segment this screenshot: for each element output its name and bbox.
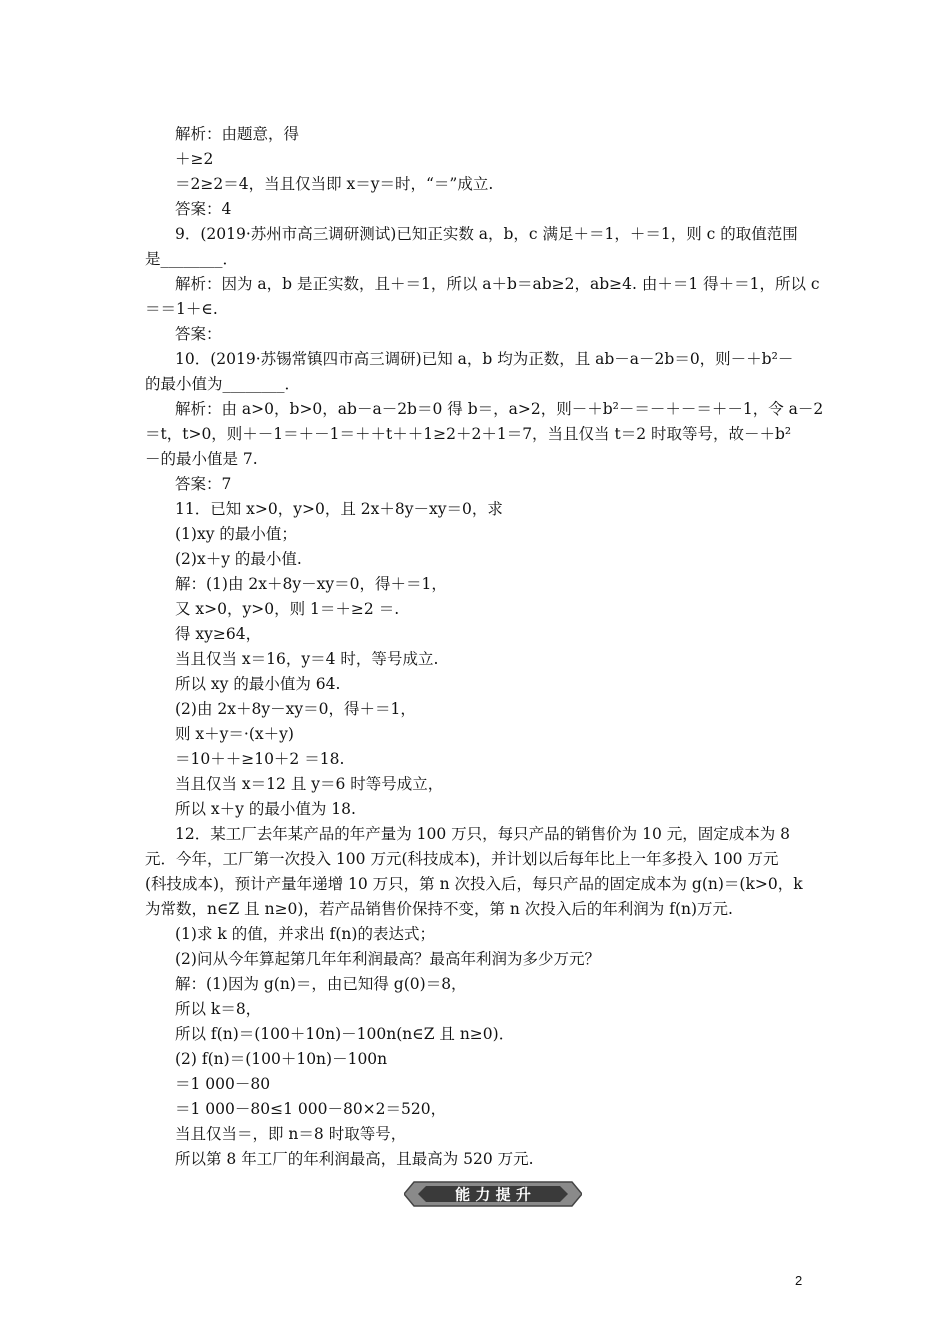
text-line: ＝10＋＋≥10＋2 ＝18.	[175, 750, 345, 768]
text-line: 11．已知 x>0，y>0，且 2x＋8y－xy＝0，求	[175, 500, 503, 518]
text-line: 9．(2019·苏州市高三调研测试)已知正实数 a，b，c 满足＋＝1，＋＝1，则 c 的取值范围	[175, 225, 798, 243]
text-line: ＝2≥2＝4，当且仅当即 x＝y＝时，“＝”成立.	[175, 175, 494, 193]
text-line: ＝1 000－80≤1 000－80×2＝520，	[175, 1100, 447, 1118]
text-line: (1)求 k 的值，并求出 f(n)的表达式；	[175, 925, 435, 943]
text-line: ＝＝1＋∈.	[145, 300, 218, 318]
text-line: 10．(2019·苏锡常镇四市高三调研)已知 a，b 均为正数，且 ab－a－2b＝0，则－＋b²－	[175, 350, 794, 368]
text-line: (2)x＋y 的最小值.	[175, 550, 302, 568]
text-line: 所以 k＝8，	[175, 1000, 262, 1018]
section-banner-label: 能 力 提 升	[455, 1185, 531, 1204]
text-line: 为常数，n∈Z 且 n≥0)，若产品销售价保持不变，第 n 次投入后的年利润为 f(n)万元.	[145, 900, 733, 918]
text-line: 所以 xy 的最小值为 64.	[175, 675, 341, 693]
text-line: 解析：因为 a，b 是正实数，且＋＝1，所以 a＋b＝ab≥2，ab≥4. 由＋＝1 得＋＝1，所以 c	[175, 275, 820, 293]
text-line: (2)由 2x＋8y－xy＝0，得＋＝1，	[175, 700, 416, 718]
text-line: 当且仅当 x＝12 且 y＝6 时等号成立，	[175, 775, 444, 793]
text-line: 的最小值为________．	[145, 375, 301, 393]
text-line: (2) f(n)＝(100＋10n)－100n	[175, 1050, 388, 1068]
text-line: (2)问从今年算起第几年年利润最高？最高年利润为多少万元？	[175, 950, 600, 968]
text-line: (1)xy 的最小值；	[175, 525, 297, 543]
text-line: 当且仅当 x＝16，y＝4 时，等号成立.	[175, 650, 439, 668]
text-line: 又 x>0，y>0，则 1＝＋≥2 ＝.	[175, 600, 400, 618]
text-line: 解析：由题意，得	[175, 125, 300, 143]
section-banner	[404, 1179, 582, 1209]
text-line: －的最小值是 7.	[145, 450, 258, 468]
text-line: ＝t，t>0，则＋－1＝＋－1＝＋＋t＋＋1≥2＋2＋1＝7，当且仅当 t＝2 时取等号，故－＋b²	[145, 425, 792, 443]
text-line: 得 xy≥64，	[175, 625, 262, 643]
text-line: 当且仅当＝，即 n＝8 时取等号，	[175, 1125, 407, 1143]
text-line: 是________．	[145, 250, 239, 268]
text-line: 所以 f(n)＝(100＋10n)－100n(n∈Z 且 n≥0)．	[175, 1025, 515, 1043]
text-line: 解：(1)因为 g(n)＝，由已知得 g(0)＝8，	[175, 975, 467, 993]
text-line: 所以第 8 年工厂的年利润最高，且最高为 520 万元.	[175, 1150, 534, 1168]
text-line: 所以 x＋y 的最小值为 18.	[175, 800, 356, 818]
text-line: 解析：由 a>0，b>0，ab－a－2b＝0 得 b＝，a>2，则－＋b²－＝－＋－＝＋－1，令 a－2	[175, 400, 824, 418]
text-line: 则 x＋y＝·(x＋y)	[175, 725, 294, 743]
page-number: 2	[795, 1273, 803, 1288]
text-line: (科技成本)，预计产量年递增 10 万只，第 n 次投入后，每只产品的固定成本为 g(n)＝(k>0，k	[145, 875, 803, 893]
text-line: 元．今年，工厂第一次投入 100 万元(科技成本)，并计划以后每年比上一年多投入 100 万元	[145, 850, 779, 868]
text-line: 12．某工厂去年某产品的年产量为 100 万只，每只产品的销售价为 10 元，固定成本为 8	[175, 825, 791, 843]
text-line: 答案：	[175, 325, 222, 343]
text-line: 答案：4	[175, 200, 232, 218]
text-line: ＝1 000－80	[175, 1075, 271, 1093]
text-line: 答案：7	[175, 475, 232, 493]
text-line: ＋≥2	[175, 150, 214, 168]
text-line: 解：(1)由 2x＋8y－xy＝0，得＋＝1，	[175, 575, 447, 593]
